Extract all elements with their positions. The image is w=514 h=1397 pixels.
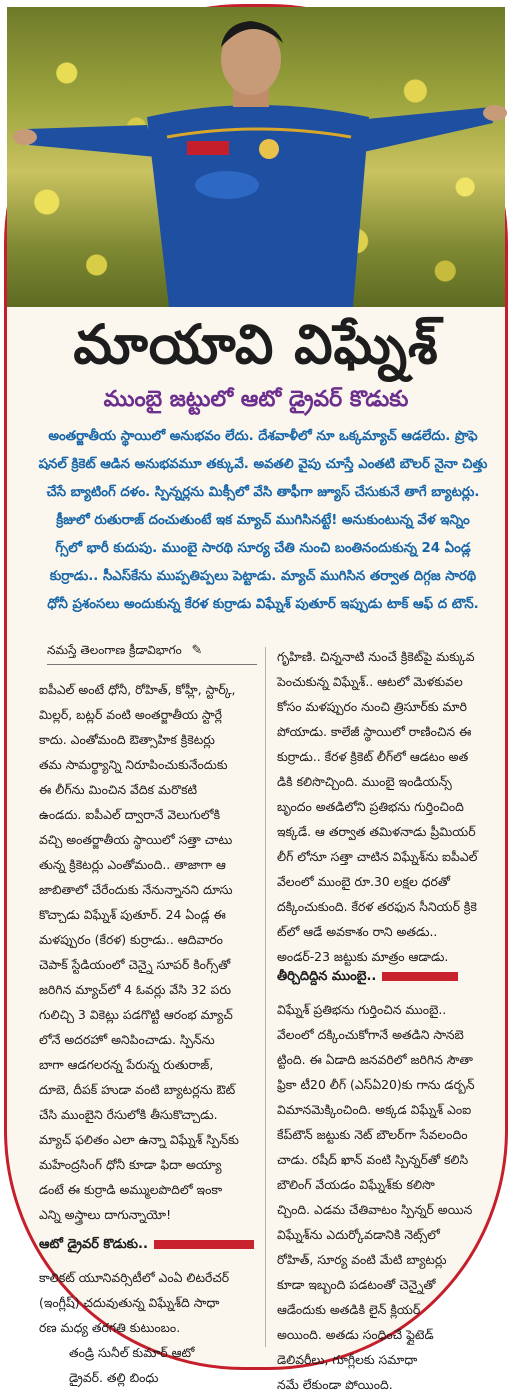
body-line: తున్న క్రికెటర్లు ఎంతోమంది.. తాజాగా ఆ (39, 857, 226, 872)
section-heading-text: తీర్చిదిద్దిన ముంబై.. (277, 969, 377, 984)
body-line: దూబె, దీపక్ హుడా వంటి బ్యాటర్లను ఔట్ (39, 1082, 236, 1097)
body-line: డ్రైవర్. తల్లి బింధు (69, 1370, 159, 1385)
intro-line: గ్స్‌లో భారీ కుదుపు. ముంబై సారథి సూర్య చేతి నుంచి బంతినందుకున్న 24 ఏండ్ల (55, 541, 471, 556)
body-line: బాగా ఆడగలరన్న పేరున్న రుతురాజ్, (39, 1057, 214, 1072)
headline: మాయావి విఘ్నేశ్ (73, 313, 439, 376)
body-line: గృహిణి. చిన్ననాటి నుంచే క్రికెట్‌పై మక్కువ (277, 649, 475, 664)
body-line: ఇక్కడే. ఆ తర్వాత తమిళనాడు ప్రీమియర్ (277, 824, 476, 839)
intro-paragraph (25, 423, 501, 619)
intro-line: కుర్రాడు.. సీఎస్‌కేను ముప్పతిప్పలు పెట్టాడు. మ్యాచ్ ముగిసిన తర్వాత దిగ్గజ సారథి (49, 569, 477, 584)
body-line: చెపాక్ స్టేడియంలో చెన్నై సూపర్ కింగ్స్‌తో (39, 957, 231, 972)
body-line: గులిచ్చి 3 వికెట్లు పడగొట్టి ఆరంభ మ్యాచ్ (39, 1007, 233, 1022)
intro-line: క్రీజులో రుతురాజ్ దంచుతుంటే ఇక మ్యాచ్ ముగిసినట్టే! అనుకుంటున్న వేళ ఇన్నిం (56, 513, 470, 528)
body-line: లోనే అదరహో అనిపించాడు. స్పిన్‌ను (39, 1032, 215, 1047)
body-line: విఘ్నేశ్‌ను ఎదుర్కోవడానికి నెట్స్‌లో (277, 1227, 440, 1242)
body-line: చ్చింది. ఎడమ చేతివాటం స్పిన్నర్ అయిన (277, 1202, 473, 1217)
intro-line: చేసే బ్యాటింగ్ దళం. స్పిన్నర్లను మిక్సీలో వేసి తాఫీగా జ్యూస్ చేసుకునే తాగే బ్యాటర్లు. (46, 485, 480, 500)
pen-icon: ✎ (191, 643, 203, 658)
body-line: కొచ్చాడు విఘ్నేశ్ పుతూర్. 24 ఏండ్ల ఈ (39, 907, 226, 922)
body-line: డికి కలిసొచ్చింది. ముంబై ఇండియన్స్ (277, 774, 452, 789)
subheadline: ముంబై జట్టులో ఆటో డ్రైవర్ కొడుకు (103, 387, 409, 412)
body-line: ట్‌లో ఆడే అవకాశం రాని అతడు.. (277, 924, 438, 939)
body-line: ఎన్ని అస్త్రాలు దాగున్నాయో! (39, 1207, 172, 1222)
byline (47, 643, 257, 665)
body-line: విఘ్నేశ్ ప్రతిభను గుర్తించిన ముంబై.. (277, 1002, 447, 1017)
section1-body (39, 1265, 261, 1390)
body-line: రోహిత్, సూర్య వంటి మేటి బ్యాటర్లు (277, 1252, 447, 1267)
section-heading-mumbai (277, 969, 458, 987)
body-line: చాడు. రషీద్ ఖాన్ వంటి స్పిన్నర్‌తో కలిసి (277, 1152, 469, 1167)
section-heading-text: ఆటో డ్రైవర్ కొడుకు.. (39, 1237, 148, 1252)
right-column (277, 644, 499, 969)
body-line: మిల్లర్, బట్లర్ వంటి అంతర్జాతీయ స్టార్లే (39, 707, 222, 722)
body-line: వేలంలో దక్కించుకోగానే అతడిని సానబె (277, 1027, 464, 1042)
section-heading-auto-driver (39, 1237, 254, 1255)
player-figure (7, 7, 511, 307)
body-line: తండ్రి సునీల్ కుమార్ ఆటో (69, 1345, 195, 1360)
body-line: జరిగిన మ్యాచ్‌లో 4 ఓవర్లు వేసి 32 పరు (39, 982, 231, 997)
body-line: దక్కించుకుంది. కేరళ తరఫున సీనియర్ క్రికె (277, 899, 477, 914)
body-line: వేలంలో ముంబై రూ.30 లక్షల ధరతో (277, 874, 450, 889)
body-line: విమానమెక్కించింది. అక్కడ విఘ్నేశ్ ఎంఐ (277, 1102, 472, 1117)
body-line: ఐపీఎల్ అంటే ధోనీ, రోహిత్, కోహ్లీ, స్టార్క్, (39, 682, 236, 697)
section-bar (154, 1240, 254, 1249)
body-line: డంటే ఈ కుర్రాడి అమ్ములపొదిలో ఇంకా (39, 1182, 223, 1197)
body-line: కూడా ఇబ్బంది పడటంతో చెన్నైతో (277, 1277, 436, 1292)
body-line: వచ్చి అంతర్జాతీయ స్థాయిలో సత్తా చాటు (39, 832, 233, 847)
section2-body (277, 997, 499, 1397)
body-line: ఫ్రికా టీ20 లీగ్ (ఎస్ఏ20)కు గాను డర్బన్ (277, 1077, 475, 1092)
body-line: లీగ్ లోనూ సత్తా చాటిన విఘ్నేశ్‌ను ఐపీఎల్ (277, 849, 478, 864)
body-line: కోసం మళప్పురం నుంచి త్రిసూర్‌కు మారి (277, 699, 467, 714)
body-line: బృందం అతడిలోని ప్రతిభను గుర్తించింది (277, 799, 464, 814)
body-line: మళప్పురం (కేరళ) కుర్రాడు.. ఆదివారం (39, 932, 223, 947)
column-divider (265, 647, 266, 1347)
body-line: ఈ లీగ్‌ను మించిన వేదిక మరొకటి (39, 782, 198, 797)
body-line: తమ సామర్థ్యాన్ని నిరూపించుకునేందుకు (39, 757, 228, 772)
article-capsule (4, 4, 508, 1392)
body-line: ఉండదు. ఐపీఎల్ ద్వారానే వెలుగులోకి (39, 807, 221, 822)
body-line: ఆడేందుకు అతడికి లైన్ క్లియర్ (277, 1302, 421, 1317)
section-bar (382, 972, 458, 981)
body-line: డెలివరీలు, గూగ్లీలకు సమాధా (277, 1352, 418, 1367)
body-line: అయింది. అతడు సంధించే ఫ్లైటెడ్ (277, 1327, 434, 1342)
body-line: కాలికట్ యూనివర్సిటీలో ఎంఏ లిటరేచర్ (39, 1270, 230, 1285)
body-line: బౌలింగ్ వేయడం విఘ్నేశ్‌కు కలిసొ (277, 1177, 435, 1192)
left-column (39, 677, 261, 1227)
intro-line: ధోనీ ప్రశంసలు అందుకున్న కేరళ కుర్రాడు విఘ్నేశ్ పుతూర్ ఇప్పుడు టాక్ ఆఫ్ ద టౌన్. (47, 597, 479, 612)
body-line: కుర్రాడు.. కేరళ క్రికెట్ లీగ్‌లో ఆడటం అత (277, 749, 469, 764)
intro-line: షనల్ క్రికెట్ ఆడిన అనుభవమూ తక్కువే. అవతలి వైపు చూస్తే ఎంతటి బౌలర్ నైనా చిత్తు (38, 457, 488, 472)
body-line: మహేంద్రసింగ్ ధోనీ కూడా ఫిదా అయ్యా (39, 1157, 222, 1172)
body-line: నమే లేకుండా పోయింది. (277, 1377, 393, 1392)
body-line: కేప్‌టౌన్ జట్టుకు నెట్ బౌలర్‌గా సేవలందిం (277, 1127, 468, 1142)
body-line: కాదు. ఎంతోమంది ఔత్సాహిక క్రికెటర్లు (39, 732, 215, 747)
body-line: మ్యాచ్ ఫలితం ఎలా ఉన్నా విఘ్నేశ్ స్పిన్‌కు (39, 1132, 239, 1147)
body-line: అండర్-23 జట్టుకు మాత్రం ఆడాడు. (277, 949, 449, 964)
byline-text: నమస్తే తెలంగాణ క్రీడావిభాగం (47, 643, 182, 657)
body-line: రణ మధ్య తరగతి కుటుంబం. (39, 1320, 181, 1335)
body-line: ట్టింది. ఈ ఏడాది జనవరిలో జరిగిన సౌతా (277, 1052, 473, 1067)
body-line: (ఇంగ్లీష్) చదువుతున్న విఘ్నేశ్‌ది సాధా (39, 1295, 220, 1310)
player-photo (7, 7, 505, 307)
body-line: పెంచుకున్న విఘ్నేశ్.. ఆటలో మెళకువల (277, 674, 463, 689)
intro-line: అంతర్జాతీయ స్థాయిలో అనుభవం లేదు. దేశవాళీలో నూ ఒక్కమ్యాచ్ ఆడలేదు. ప్రొఫె (48, 429, 478, 444)
body-line: జాబితాలో చేరేందుకు నేనున్నానని దూసు (39, 882, 233, 897)
body-line: పోయాడు. కాలేజీ స్థాయిలో రాణించిన ఈ (277, 724, 472, 739)
body-line: చేసి ముంబైని రేసులోకి తీసుకొచ్చాడు. (39, 1107, 218, 1122)
